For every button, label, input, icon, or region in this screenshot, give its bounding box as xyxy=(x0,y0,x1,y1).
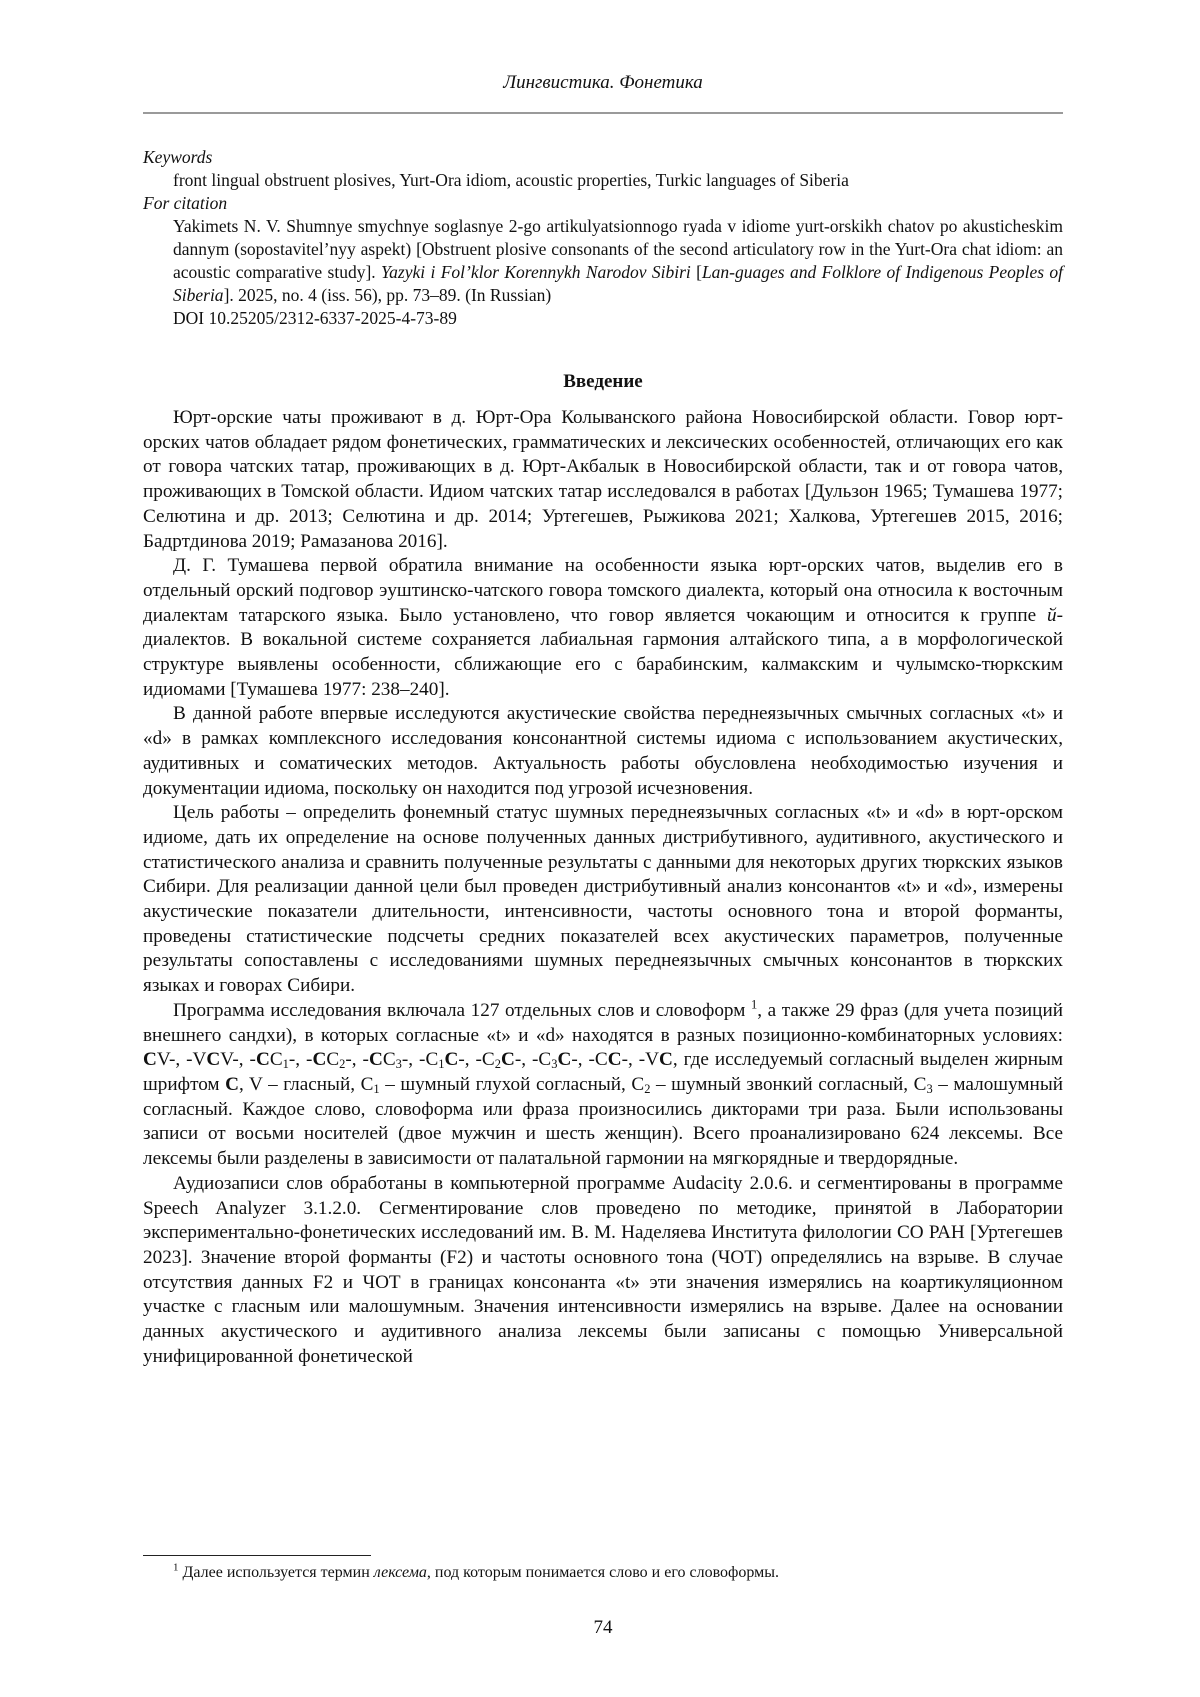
keywords-text: front lingual obstruent plosives, Yurt-Ora idiom, acoustic properties, Turkic languages of Siberia xyxy=(173,170,849,190)
text-run: Д. Г. Тумашева первой обратила внимание на особенности языка юрт-орских чатов, выделив его в отдельный орский подговор эуштинско-чатского говора томского диалекта, который она относила к восточным диалектам татарского языка. Было установлено, что говор является чокающим и относится к группе xyxy=(143,555,1063,626)
bold-consonant: C xyxy=(312,1049,327,1071)
text-run: , V – гласный, C xyxy=(239,1073,374,1095)
footnote xyxy=(173,1563,1063,1583)
bold-consonant: C xyxy=(500,1049,515,1071)
text-run: -, -C xyxy=(571,1049,608,1071)
running-title: Лингвистика. Фонетика xyxy=(503,72,703,93)
subscript: 1 xyxy=(282,1057,289,1072)
paragraph xyxy=(143,554,1063,702)
footnote-ref[interactable]: 1 xyxy=(750,997,758,1012)
text-run: -диалектов. В вокальной системе сохраняется лабиальная гармония алтайского типа, а в морфологической структуре выявлены особенности, сближающие его с барабинским, калмакским и чулымско-тюркским идиомами [Тумашева 1977: 238–240]. xyxy=(143,604,1063,700)
bold-consonant: C xyxy=(206,1049,221,1071)
citation-text xyxy=(143,215,1063,307)
paragraph: Цель работы – определить фонемный статус шумных переднеязычных согласных «t» и «d» в юрт-орском идиоме, дать их определение на основе полученных данных дистрибутивного, аудитивного, акустического и статистического анализа и сравнить полученные результаты с данными для некоторых других тюркских языков Сибири. Для реализации данной цели был проведен дистрибутивный анализ консонантов «t» и «d», измерены акустические показатели длительности, интенсивности, частоты основного тона и второй форманты, проведены статистические подсчеты средних показателей всех акустических параметров, полученные результаты сопоставлены с исследованиями шумных переднеязычных смычных консонантов в тюркских языках и говорах Сибири. xyxy=(143,802,1063,997)
text-run: – малошумный согласный. Каждое слово, словоформа или фраза произносились дикторами три раза. Были использованы записи от восьми носителей (двое мужчин и шесть женщин). Всего проанализировано 624 лексемы. Все лексемы были разделены в зависимости от палатальной гармонии на мягкорядные и твердорядные. xyxy=(143,1073,1063,1170)
bold-consonant: C xyxy=(557,1049,572,1071)
paragraph xyxy=(143,999,1063,1172)
subscript: 2 xyxy=(339,1057,346,1072)
section-title: Введение xyxy=(563,371,643,392)
bold-consonant: C xyxy=(255,1049,270,1071)
text-run: V-, - xyxy=(220,1049,256,1071)
text-run: -, - xyxy=(288,1049,313,1071)
subscript: 2 xyxy=(494,1057,501,1072)
text-run: C xyxy=(269,1049,283,1071)
article-metadata xyxy=(143,146,1063,330)
text-run: C xyxy=(382,1049,396,1071)
paragraph: Аудиозаписи слов обработаны в компьютерной программе Audacity 2.0.6. и сегментированы в программе Speech Analyzer 3.1.2.0. Сегментирование слов проведено по методике, принятой в Лаборатории экспериментально-фонетических исследований им. В. М. Наделяева Института филологии СО РАН [Уртегешев 2023]. Значение второй форманты (F2) и частоты основного тона (ЧОТ) определялись на взрыве. В случае отсутствия данных F2 и ЧОТ в границах консонанта «t» эти значения измерялись на коартикуляционном участке с гласным или малошумным. Значения интенсивности измерялись на взрыве. Далее на основании данных акустического и аудитивного анализа лексемы были записаны с помощью Универсальной унифицированной фонетической xyxy=(143,1172,1063,1367)
text-run: – шумный звонкий согласный, C xyxy=(650,1073,927,1095)
subscript: 3 xyxy=(926,1081,933,1096)
citation-journal-title-en: Lan-guages and Folklore of Indigenous Peoples of Siberia xyxy=(173,262,1064,305)
bold-consonant: C xyxy=(607,1049,622,1071)
footnote-rule xyxy=(143,1555,371,1556)
subscript: 2 xyxy=(644,1081,651,1096)
text-run: Программа исследования включала 127 отдельных слов и словоформ xyxy=(173,999,751,1021)
text-run: V-, -V xyxy=(156,1049,207,1071)
citation-label: For citation xyxy=(143,193,228,213)
bold-consonant: C xyxy=(659,1049,673,1071)
keywords-label: Keywords xyxy=(143,147,213,167)
subscript: 1 xyxy=(438,1057,445,1072)
text-run: C xyxy=(326,1049,340,1071)
text-run: -, -C xyxy=(401,1049,439,1071)
text-run: Далее используется термин xyxy=(178,1564,374,1581)
doi-text: DOI 10.25205/2312-6337-2025-4-73-89 xyxy=(173,308,457,328)
text-run: , где исследуемый согласный выделен жирным шрифтом xyxy=(143,1049,1064,1095)
text-run-italic: й xyxy=(1047,604,1057,626)
subscript: 1 xyxy=(373,1081,380,1096)
citation-part: ]. 2025, no. 4 (iss. 56), pp. 73–89. (In Russian) xyxy=(223,285,552,305)
bold-consonant: C xyxy=(368,1049,383,1071)
citation-part: Yakimets N. V. Shumnye smychnye soglasnye 2-go artikulyatsionnogo ryada v idiome yurt-orskikh chatov po akusticheskim dannym (sopostavitel’nyy aspekt) [Obstruent plosive consonants of the second articulatory row in the Yurt-Ora chat idiom: an acoustic comparative study]. xyxy=(173,216,1063,282)
text-run: -, - xyxy=(345,1049,369,1071)
subscript: 3 xyxy=(395,1057,402,1072)
bold-consonant: C xyxy=(444,1049,459,1071)
header-rule xyxy=(143,112,1063,114)
footnote-marker: 1 xyxy=(173,1561,179,1574)
paragraph: В данной работе впервые исследуются акустические свойства переднеязычных смычных согласных «t» и «d» в рамках комплексного исследования консонантной системы идиома с использованием акустических, аудитивных и соматических методов. Актуальность работы обусловлена необходимостью изучения и документации идиома, поскольку он находится под угрозой исчезновения. xyxy=(143,703,1063,799)
text-run: – шумный глухой согласный, C xyxy=(379,1073,645,1095)
text-run: -, -C xyxy=(458,1049,495,1071)
text-run: -, -C xyxy=(514,1049,552,1071)
paragraph: Юрт-орские чаты проживают в д. Юрт-Ора Колыванского района Новосибирской области. Говор юрт-орских чатов обладает рядом фонетических, грамматических и лексических особенностей, отличающих его как от говора чатских татар, проживающих в д. Юрт-Акбалык в Новосибирской области, так и от говора чатов, проживающих в Томской области. Идиом чатских татар исследовался в работах [Дульзон 1965; Тумашева 1977; Селютина и др. 2013; Селютина и др. 2014; Уртегешев, Рыжикова 2021; Халкова, Уртегешев 2015, 2016; Бадртдинова 2019; Рамазанова 2016]. xyxy=(143,407,1063,552)
page-number: 74 xyxy=(593,1617,613,1638)
text-run: , под которым понимается слово и его словоформы. xyxy=(426,1564,780,1581)
text-run: , а также 29 фраз (для учета позиций внешнего сандхи), в которых согласные «t» и «d» находятся в разных позиционно-комбинаторных условиях: xyxy=(143,999,1063,1046)
bold-consonant: C xyxy=(143,1049,157,1071)
article-body xyxy=(143,406,1063,1369)
citation-part: [ xyxy=(690,262,702,282)
bold-consonant: C xyxy=(225,1073,240,1095)
text-run: -, -V xyxy=(621,1049,660,1071)
citation-journal-title: Yazyki i Fol’klor Korennykh Narodov Sibiri xyxy=(381,262,691,282)
text-run-italic: лексема xyxy=(373,1564,427,1581)
subscript: 3 xyxy=(551,1057,558,1072)
